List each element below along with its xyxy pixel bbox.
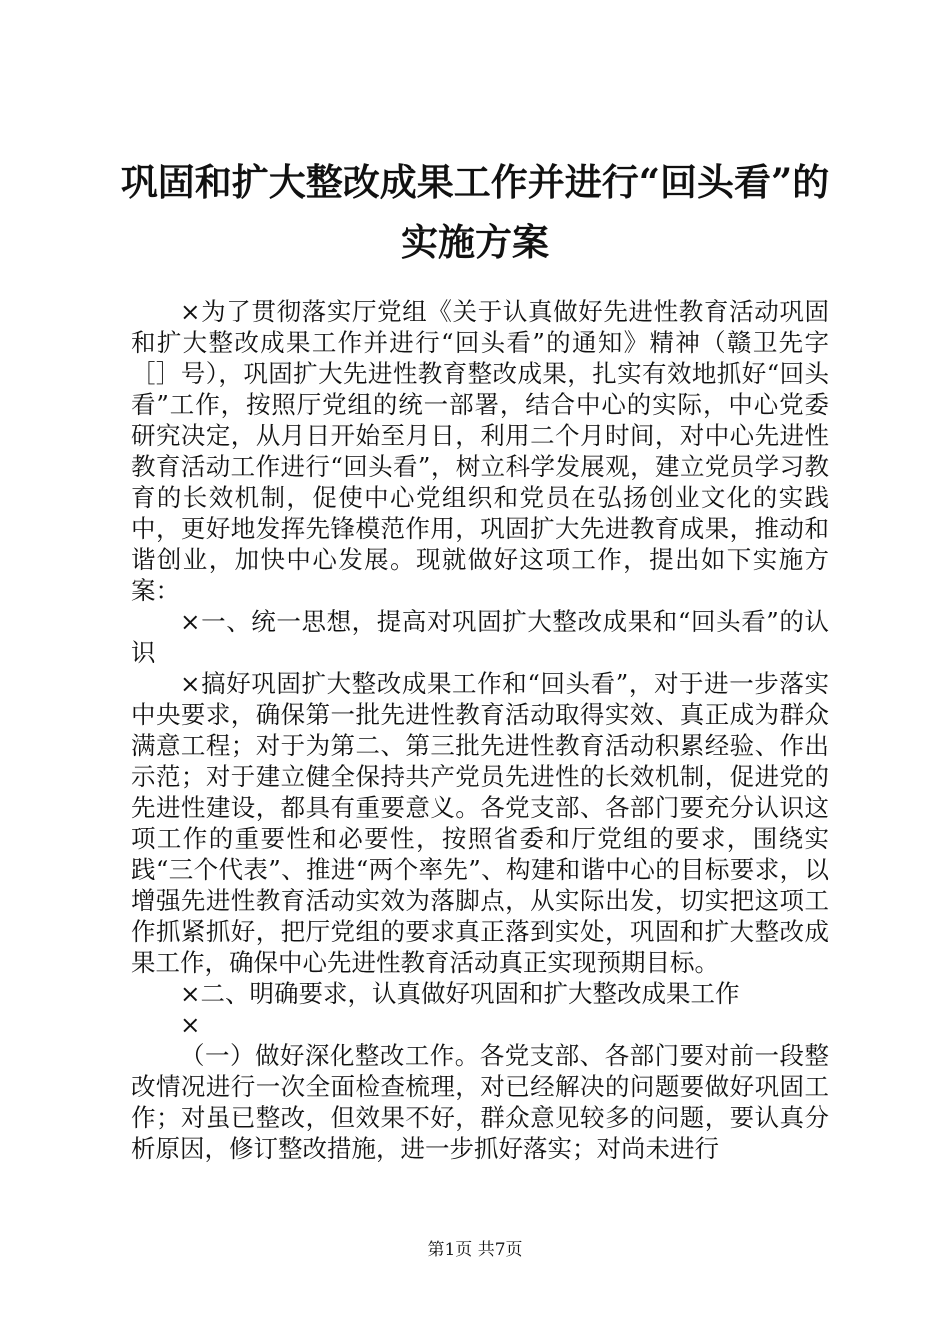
page-footer: 第1页 共7页 bbox=[427, 1240, 523, 1260]
document-body bbox=[131, 296, 829, 1164]
section-heading-2: ×二、明确要求，认真做好巩固和扩大整改成果工作 bbox=[180, 979, 740, 1008]
paragraph-intro: ×为了贯彻落实厅党组《关于认真做好先进性教育活动巩固和扩大整改成果工作并进行“回头看”的通知》精神（赣卫先字［］号），巩固扩大先进性教育整改成果，扎实有效地抓好“回头看”工作，按照厅党组的统一部署，结合中心的实际，中心党委研究决定，从月日开始至月日，利用二个月时间，对中心先进性教育活动工作进行“回头看”，树立科学发展观，建立党员学习教育的长效机制，促使中心党组织和党员在弘扬创业文化的实践中，更好地发挥先锋模范作用，巩固扩大先进教育成果，推动和谐创业，加快中心发展。现就做好这项工作，提出如下实施方案： bbox=[131, 297, 829, 605]
document-title-line-2: 实施方案 bbox=[401, 220, 549, 264]
section-heading-1: ×一、统一思想，提高对巩固扩大整改成果和“回头看”的认识 bbox=[131, 607, 829, 667]
document-title-line-1: 巩固和扩大整改成果工作并进行“回头看”的 bbox=[120, 160, 830, 204]
paragraph-marker: × bbox=[180, 1010, 201, 1039]
paragraph-section-1: ×搞好巩固扩大整改成果工作和“回头看”，对于进一步落实中央要求，确保第一批先进性教育活动取得实效、真正成为群众满意工程；对于为第二、第三批先进性教育活动积累经验、作出示范；对于建立健全保持共产党员先进性的长效机制，促进党的先进性建设，都具有重要意义。各党支部、各部门要充分认识这项工作的重要性和必要性，按照省委和厅党组的要求，围绕实践“三个代表”、推进“两个率先”、构建和谐中心的目标要求，以增强先进性教育活动实效为落脚点，从实际出发，切实把这项工作抓紧抓好，把厅党组的要求真正落到实处，巩固和扩大整改成果工作，确保中心先进性教育活动真正实现预期目标。 bbox=[131, 669, 829, 977]
paragraph-subsection-1: （一）做好深化整改工作。各党支部、各部门要对前一段整改情况进行一次全面检查梳理，对已经解决的问题要做好巩固工作；对虽已整改，但效果不好，群众意见较多的问题，要认真分析原因，修订整改措施，进一步抓好落实；对尚未进行 bbox=[131, 1041, 829, 1163]
